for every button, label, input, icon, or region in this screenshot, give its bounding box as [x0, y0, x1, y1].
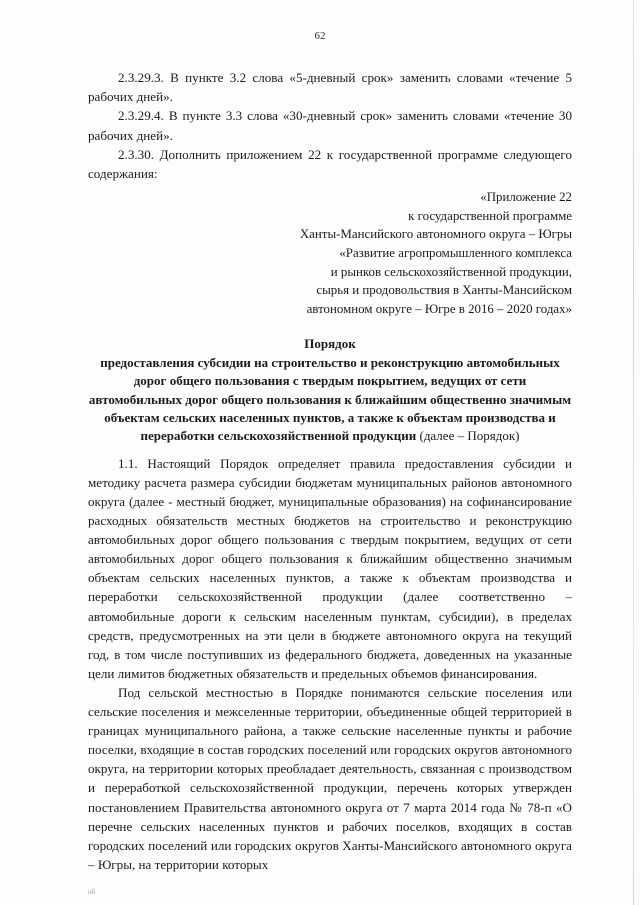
- amendment-paragraph: 2.3.29.3. В пункте 3.2 слова «5-дневный срок» заменить словами «течение 5 рабочих дней».: [88, 70, 572, 105]
- appendix-line: «Развитие агропромышленного комплекса: [339, 246, 572, 260]
- footer-mark: пб: [88, 888, 96, 896]
- body-paragraph: 1.1. Настоящий Порядок определяет правила предоставления субсидии и методику расчета размера субсидии бюджетам муниципальных районов автономного округа (далее - местный бюджет, муниципальные образования) на софинансирование расходных обязательств местных бюджетов на строительство и реконструкцию автомобильных дорог общего пользования с твердым покрытием, ведущих от сети автомобильных дорог общего пользования к ближайшим общественно значимым объектам сельских населенных пунктов, а также к объектам производства и переработки сельскохозяйственной продукции (далее соответственно – автомобильные дороги к сельским населенным пунктам, субсидии), в пределах средств, предусмотренных на эти цели в бюджете автономного округа на текущий год, в том числе поступивших из федерального бюджета, доведенных на указанные цели лимитов бюджетных обязательств и предельных объемов финансирования.: [88, 455, 572, 681]
- title-subtitle-text: предоставления субсидии на строительство и реконструкцию автомобильных дорог общего пользования с твердым покрытием, ведущих от сети автомобильных дорог общего пользования к ближайшим общественно значимым объектам сельских населенных пунктов, а также к объектам производства и переработки сельскохозяйственной продукции: [88, 354, 572, 444]
- title-suffix: (далее – Порядок): [419, 428, 520, 444]
- appendix-line: и рынков сельскохозяйственной продукции,: [330, 264, 572, 279]
- body-paragraph: Под сельской местностью в Порядке понимаются сельские поселения или сельские поселения и межселенные территории, объединенные общей территорией в границах муниципального района, а также сельские населенные пункты и рабочие поселки, входящие в состав городских поселений или городских округов автономного округа, на территории которых преобладает деятельность, связанная с производством и переработкой сельскохозяйственной продукции, перечень которых утвержден постановлением Правительства автономного округа от 7 марта 2014 года № 78-п «О перечне сельских населенных пунктов и рабочих поселков, входящих в состав городских поселений или городских округов Ханты-Мансийского автономного округа – Югры, на территории которых: [88, 684, 572, 872]
- appendix-line: «Приложение 22: [480, 190, 572, 205]
- title-heading: Порядок: [304, 336, 356, 352]
- appendix-line: к государственной программе: [408, 208, 572, 223]
- appendix-line: сырья и продовольствия в Ханты-Мансийском: [316, 283, 572, 298]
- appendix-line: автономном округе – Югре в 2016 – 2020 годах»: [306, 301, 572, 316]
- page-number: 62: [314, 30, 326, 42]
- appendix-line: Ханты-Мансийского автономного округа – Югры: [299, 227, 572, 242]
- appendix-header: [88, 188, 572, 318]
- page-content: [88, 68, 572, 874]
- amendment-paragraph: 2.3.29.4. В пункте 3.3 слова «30-дневный срок» заменить словами «течение 30 рабочих дней».: [88, 108, 572, 143]
- amendment-paragraph: 2.3.30. Дополнить приложением 22 к государственной программе следующего содержания:: [88, 146, 572, 182]
- scan-edge: [633, 0, 634, 905]
- document-body: [88, 454, 572, 874]
- document-title: [88, 335, 572, 445]
- title-subtitle: [88, 354, 572, 446]
